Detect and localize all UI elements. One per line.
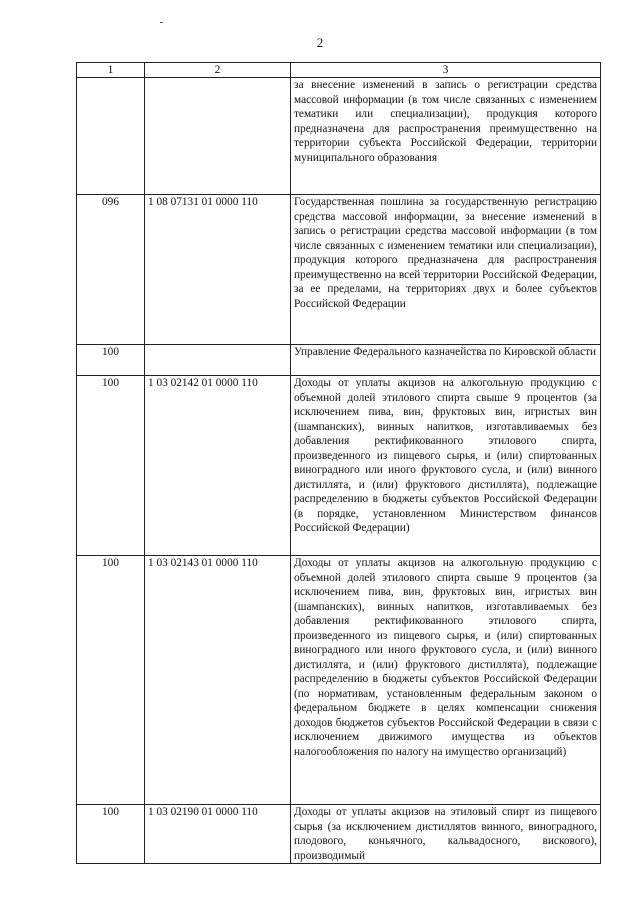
description-cell: Доходы от уплаты акцизов на алкогольную продукцию с объемной долей этилового спирта свыше 9 процентов (за исключением пива, вин, фруктовых вин, игристых вин (шампанских), винных напитков, изготавливаемых без добавления ректификованного этилового спирта, произведенного из пищевого сырья, и (или) спиртованных виноградного или иного фруктового сусла, и (или) винного дистиллята, и (или) фруктового дистиллята), подлежащие распределению в бюджеты субъектов Российской Федерации (в порядке, установленном Министерством финансов Российской Федерации) bbox=[291, 376, 601, 556]
table-header-row bbox=[77, 63, 601, 78]
admin-code-cell: 100 bbox=[77, 556, 145, 805]
kbk-cell bbox=[145, 78, 291, 195]
description-cell: Управление Федерального казначейства по Кировской области bbox=[291, 345, 601, 376]
admin-code-cell bbox=[77, 78, 145, 195]
admin-code-cell: 096 bbox=[77, 195, 145, 345]
kbk-cell: 1 08 07131 01 0000 110 bbox=[145, 195, 291, 345]
kbk-cell: 1 03 02142 01 0000 110 bbox=[145, 376, 291, 556]
kbk-cell: 1 03 02190 01 0000 110 bbox=[145, 805, 291, 864]
kbk-cell: 1 03 02143 01 0000 110 bbox=[145, 556, 291, 805]
description-cell: Доходы от уплаты акцизов на этиловый спирт из пищевого сырья (за исключением дистиллятов винного, виноградного, плодового, коньячного, кальвадосного, вискового), производимый bbox=[291, 805, 601, 864]
admin-code-cell: 100 bbox=[77, 805, 145, 864]
income-codes-table bbox=[76, 62, 601, 864]
kbk-cell bbox=[145, 345, 291, 376]
description-cell: Государственная пошлина за государственную регистрацию средства массовой информации, за внесение изменений в запись о регистрации средства массовой информации (в том числе связанных с изменением тематики или специализации), продукция которого предназначена для распространения преимущественно на всей территории Российской Федерации, за ее пределами, на территориях двух и более субъектов Российской Федерации bbox=[291, 195, 601, 345]
table-row bbox=[77, 805, 601, 864]
description-cell: Доходы от уплаты акцизов на алкогольную продукцию с объемной долей этилового спирта свыше 9 процентов (за исключением пива, вин, фруктовых вин, игристых вин (шампанских), винных напитков, изготавливаемых без добавления ректификованного этилового спирта, произведенного из пищевого сырья, и (или) спиртованных виноградного или иного фруктового сусла, и (или) винного дистиллята, и (или) фруктового дистиллята), подлежащие распределению в бюджеты субъектов Российской Федерации (по нормативам, установленным федеральным законом о федеральном бюджете в целях компенсации снижения доходов бюджетов субъектов Российской Федерации в связи с исключением движимого имущества из объектов налогообложения по налогу на имущество организаций) bbox=[291, 556, 601, 805]
page-number: 2 bbox=[316, 35, 324, 50]
table-row bbox=[77, 556, 601, 805]
column-header: 3 bbox=[291, 63, 601, 78]
table-row bbox=[77, 376, 601, 556]
table-row bbox=[77, 78, 601, 195]
column-header: 2 bbox=[145, 63, 291, 78]
description-cell: за внесение изменений в запись о регистрации средства массовой информации (в том числе связанных с изменением тематики или специализации), продукция которого предназначена для распространения преимущественно на территории субъекта Российской Федерации, территории муниципального образования bbox=[291, 78, 601, 195]
table-row bbox=[77, 195, 601, 345]
admin-code-cell: 100 bbox=[77, 376, 145, 556]
column-header: 1 bbox=[77, 63, 145, 78]
admin-code-cell: 100 bbox=[77, 345, 145, 376]
scan-speck bbox=[160, 22, 163, 23]
table-row bbox=[77, 345, 601, 376]
